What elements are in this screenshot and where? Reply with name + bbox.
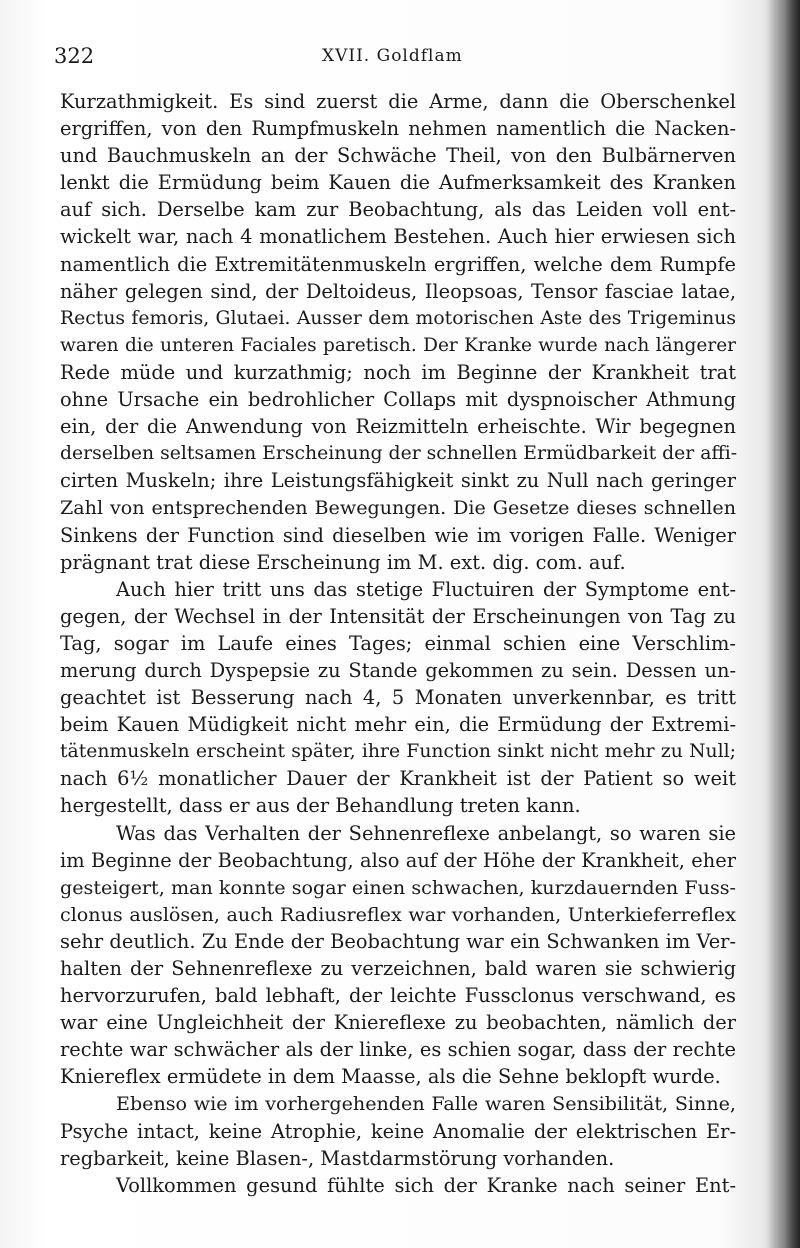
text-line: Rede müde und kurzathmig; noch im Beginne der Krankheit trat: [60, 360, 736, 384]
page-gutter-shadow: [764, 0, 800, 1248]
text-line: Ebenso wie im vorhergehenden Falle waren Sensibilität, Sinne,: [116, 1092, 736, 1116]
text-line: gesteigert, man konnte sogar einen schwachen, kurzdauernden Fuss-: [60, 875, 736, 899]
text-line: Vollkommen gesund fühlte sich der Kranke nach seiner Ent-: [116, 1173, 736, 1197]
text-line: im Beginne der Beobachtung, also auf der Höhe der Krankheit, eher: [60, 848, 736, 872]
running-title: XVII. Goldflam: [322, 46, 463, 66]
text-line: regbarkeit, keine Blasen-, Mastdarmstörung vorhanden.: [60, 1146, 615, 1170]
text-line: näher gelegen sind, der Deltoideus, Ileopsoas, Tensor fasciae latae,: [60, 279, 736, 303]
text-line: tätenmuskeln erscheint später, ihre Function sinkt nicht mehr zu Null;: [60, 741, 736, 763]
text-line: Sinkens der Function sind dieselben wie im vorigen Falle. Weniger: [60, 523, 736, 547]
text-line: auf sich. Derselbe kam zur Beobachtung, als das Leiden voll ent-: [60, 198, 736, 222]
body-text: [60, 88, 736, 1199]
text-line: Auch hier tritt uns das stetige Fluctuiren der Symptome ent-: [116, 577, 736, 601]
text-line: Kniereflex ermüdete in dem Maasse, als die Sehne beklopft wurde.: [60, 1065, 721, 1089]
text-line: war eine Ungleichheit der Kniereflexe zu beobachten, nämlich der: [60, 1011, 736, 1035]
text-line: hergestellt, dass er aus der Behandlung treten kann.: [60, 794, 581, 818]
page-header: [54, 44, 744, 74]
text-line: und Bauchmuskeln an der Schwäche Theil, von den Bulbärnerven: [60, 144, 736, 168]
text-line: hervorzurufen, bald lebhaft, der leichte Fussclonus verschwand, es: [60, 984, 736, 1008]
text-line: ein, der die Anwendung von Reizmitteln erheischte. Wir begegnen: [60, 415, 736, 439]
text-line: prägnant trat diese Erscheinung im M. ext. dig. com. auf.: [60, 550, 626, 574]
text-line: derselben seltsamen Erscheinung der schnellen Ermüdbarkeit der affi-: [60, 443, 738, 465]
text-line: Was das Verhalten der Sehnenreflexe anbelangt, so waren sie: [116, 821, 736, 845]
text-line: Zahl von entsprechenden Bewegungen. Die Gesetze dieses schnellen: [60, 496, 736, 520]
page-number: 322: [54, 44, 95, 68]
text-line: sehr deutlich. Zu Ende der Beobachtung war ein Schwanken im Ver-: [60, 929, 736, 953]
text-line: waren die unteren Faciales paretisch. Der Kranke wurde nach längerer: [60, 334, 736, 356]
text-line: geachtet ist Besserung nach 4, 5 Monaten unverkennbar, es tritt: [60, 686, 736, 710]
text-line: Kurzathmigkeit. Es sind zuerst die Arme, dann die Oberschenkel: [60, 90, 736, 113]
text-line: ergriffen, von den Rumpfmuskeln nehmen namentlich die Nacken-: [60, 117, 736, 141]
text-line: beim Kauen Müdigkeit nicht mehr ein, die Ermüdung der Extremi-: [60, 713, 736, 737]
text-line: clonus auslösen, auch Radiusreflex war vorhanden, Unterkieferreflex: [60, 902, 736, 926]
text-line: Tag, sogar im Laufe eines Tages; einmal schien eine Verschlim-: [60, 631, 736, 655]
text-line: ohne Ursache ein bedrohlicher Collaps mit dyspnoischer Athmung: [60, 388, 736, 412]
text-line: merung durch Dyspepsie zu Stande gekommen zu sein. Dessen un-: [60, 658, 736, 682]
text-line: namentlich die Extremitätenmuskeln ergriffen, welche dem Rumpfe: [60, 252, 736, 276]
text-line: rechte war schwächer als der linke, es schien sogar, dass der rechte: [60, 1038, 736, 1062]
text-line: gegen, der Wechsel in der Intensität der Erscheinungen von Tag zu: [60, 604, 736, 628]
text-line: lenkt die Ermüdung beim Kauen die Aufmerksamkeit des Kranken: [60, 171, 736, 195]
text-line: nach 6½ monatlicher Dauer der Krankheit ist der Patient so weit: [60, 767, 736, 791]
text-line: halten der Sehnenreflexe zu verzeichnen, bald waren sie schwierig: [60, 957, 736, 980]
text-line: wickelt war, nach 4 monatlichem Bestehen. Auch hier erwiesen sich: [60, 225, 736, 249]
text-line: Psyche intact, keine Atrophie, keine Anomalie der elektrischen Er-: [60, 1119, 736, 1143]
text-line: Rectus femoris, Glutaei. Ausser dem motorischen Aste des Trigeminus: [60, 307, 736, 329]
text-line: cirten Muskeln; ihre Leistungsfähigkeit sinkt zu Null nach geringer: [60, 469, 736, 493]
